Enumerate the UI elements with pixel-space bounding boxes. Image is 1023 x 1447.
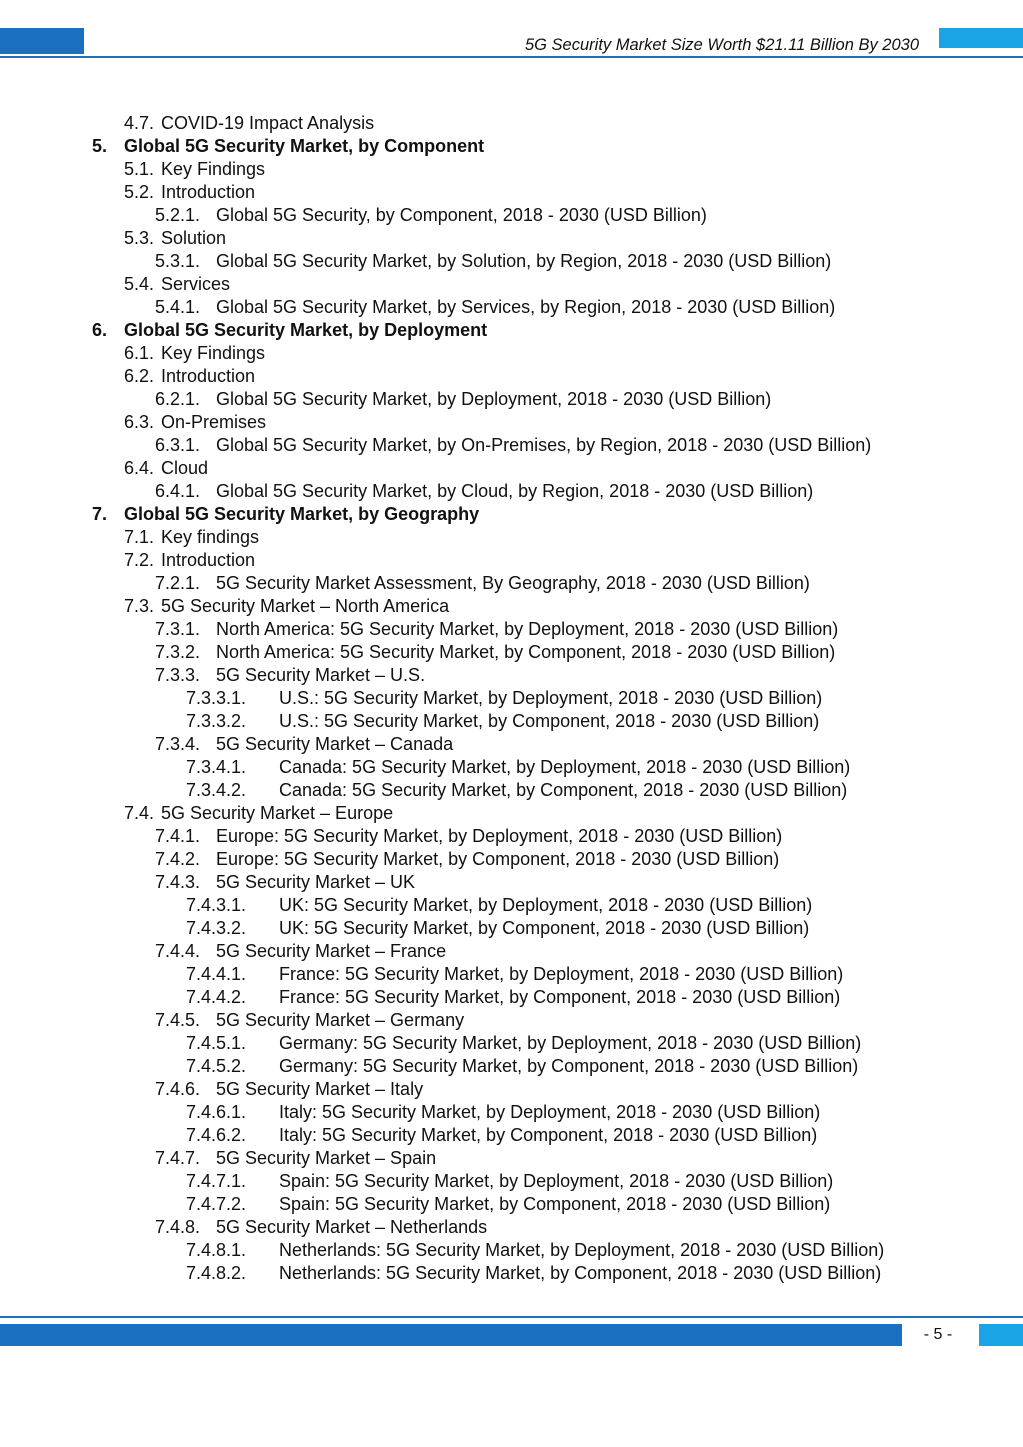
toc-entry-number: 7.2.1. [155, 573, 201, 593]
toc-entry-number: 7.4.7.1. [186, 1171, 247, 1191]
toc-entry-number: 5.4. [124, 274, 155, 294]
toc-entry-number: 6.3. [124, 412, 155, 432]
toc-entry [0, 434, 1023, 457]
toc-entry [0, 388, 1023, 411]
toc-entry-title: Italy: 5G Security Market, by Deployment, 2018 - 2030 (USD Billion) [279, 1102, 821, 1122]
toc-entry-number: 7.4.8. [155, 1217, 201, 1237]
toc-entry-number: 7.4.5.2. [186, 1056, 247, 1076]
toc-entry-number: 5.3. [124, 228, 155, 248]
toc-entry-title: 5G Security Market – U.S. [216, 665, 426, 685]
toc-entry-number: 7.4.7. [155, 1148, 201, 1168]
toc-entry [0, 802, 1023, 825]
toc-entry [0, 1193, 1023, 1216]
toc-entry-number: 7.4.8.2. [186, 1263, 247, 1283]
toc-entry [0, 411, 1023, 434]
toc-entry-number: 6.3.1. [155, 435, 201, 455]
toc-entry [0, 1078, 1023, 1101]
header-accent-left [0, 28, 84, 54]
toc-entry [0, 158, 1023, 181]
toc-entry-number: 7.3.3. [155, 665, 201, 685]
toc-entry-title: Canada: 5G Security Market, by Deployment, 2018 - 2030 (USD Billion) [279, 757, 851, 777]
toc-entry-number: 5.4.1. [155, 297, 201, 317]
toc-entry-title: 5G Security Market – France [216, 941, 447, 961]
toc-entry-number: 7.4. [124, 803, 155, 823]
toc-entry-title: Global 5G Security Market, by Deployment [124, 320, 488, 340]
toc-entry-title: Spain: 5G Security Market, by Deployment, 2018 - 2030 (USD Billion) [279, 1171, 834, 1191]
toc-entry-number: 5. [92, 136, 108, 156]
toc-entry [0, 319, 1023, 342]
toc-entry-title: 5G Security Market – Germany [216, 1010, 465, 1030]
toc-entry-title: UK: 5G Security Market, by Component, 2018 - 2030 (USD Billion) [279, 918, 810, 938]
toc-entry [0, 204, 1023, 227]
toc-entry [0, 940, 1023, 963]
header-rule [0, 56, 1023, 58]
toc-entry [0, 250, 1023, 273]
toc-entry [0, 710, 1023, 733]
toc-entry-title: Global 5G Security, by Component, 2018 - 2030 (USD Billion) [216, 205, 707, 225]
toc-entry-number: 7.3.4.2. [186, 780, 247, 800]
toc-entry-title: Europe: 5G Security Market, by Component, 2018 - 2030 (USD Billion) [216, 849, 780, 869]
toc-entry-title: U.S.: 5G Security Market, by Component, 2018 - 2030 (USD Billion) [279, 711, 820, 731]
toc-entry-title: Introduction [161, 182, 256, 202]
toc-entry [0, 664, 1023, 687]
toc-entry [0, 1101, 1023, 1124]
header-accent-right [939, 28, 1023, 48]
toc-entry-title: 5G Security Market – UK [216, 872, 416, 892]
toc-entry-number: 7.3.3.2. [186, 711, 247, 731]
toc-entry-title: North America: 5G Security Market, by Component, 2018 - 2030 (USD Billion) [216, 642, 836, 662]
toc-entry-number: 7.4.6.2. [186, 1125, 247, 1145]
toc-entry [0, 894, 1023, 917]
toc-entry-title: Germany: 5G Security Market, by Deployment, 2018 - 2030 (USD Billion) [279, 1033, 862, 1053]
toc-entry [0, 181, 1023, 204]
footer-bar [0, 1324, 902, 1346]
toc-entry [0, 503, 1023, 526]
toc-entry-number: 7.3.4.1. [186, 757, 247, 777]
toc-entry-number: 7.4.2. [155, 849, 201, 869]
toc-entry [0, 756, 1023, 779]
toc-entry-number: 7.3.2. [155, 642, 201, 662]
toc-entry-number: 7.4.1. [155, 826, 201, 846]
toc-entry [0, 595, 1023, 618]
toc-entry-title: Services [161, 274, 231, 294]
toc-entry-number: 7.4.4. [155, 941, 201, 961]
footer-accent-right [979, 1324, 1023, 1346]
toc-entry-title: 5G Security Market – Canada [216, 734, 454, 754]
toc-entry-title: Key Findings [161, 343, 266, 363]
toc-entry [0, 733, 1023, 756]
toc-entry-number: 7.3. [124, 596, 155, 616]
toc-entry-title: Netherlands: 5G Security Market, by Component, 2018 - 2030 (USD Billion) [279, 1263, 882, 1283]
toc-entry [0, 365, 1023, 388]
toc-entry-title: Introduction [161, 366, 256, 386]
toc-entry-number: 7.1. [124, 527, 155, 547]
toc-entry-title: Global 5G Security Market, by Cloud, by Region, 2018 - 2030 (USD Billion) [216, 481, 814, 501]
toc-entry [0, 963, 1023, 986]
toc-entry-title: Italy: 5G Security Market, by Component, 2018 - 2030 (USD Billion) [279, 1125, 818, 1145]
toc-entry-title: Introduction [161, 550, 256, 570]
toc-entry [0, 1262, 1023, 1285]
toc-entry-title: 5G Security Market – Europe [161, 803, 394, 823]
toc-entry-title: 5G Security Market – Netherlands [216, 1217, 488, 1237]
toc-entry-title: Germany: 5G Security Market, by Component, 2018 - 2030 (USD Billion) [279, 1056, 859, 1076]
toc-entry-number: 7.4.3.1. [186, 895, 247, 915]
toc-entry-number: 6.4. [124, 458, 155, 478]
toc-entry-title: France: 5G Security Market, by Deployment, 2018 - 2030 (USD Billion) [279, 964, 844, 984]
toc-entry [0, 296, 1023, 319]
toc-entry [0, 1032, 1023, 1055]
toc-entry-title: 5G Security Market – Italy [216, 1079, 424, 1099]
footer-rule [0, 1316, 1023, 1318]
toc-entry-number: 7.4.6. [155, 1079, 201, 1099]
toc-entry [0, 1170, 1023, 1193]
toc-entry-number: 5.2.1. [155, 205, 201, 225]
toc-entry [0, 1216, 1023, 1239]
toc-entry-number: 7.3.4. [155, 734, 201, 754]
toc-entry-title: Solution [161, 228, 227, 248]
toc-entry [0, 457, 1023, 480]
page-number: - 5 - [923, 1326, 953, 1343]
toc-entry [0, 112, 1023, 135]
toc-entry-title: Global 5G Security Market, by Component [124, 136, 485, 156]
toc-entry [0, 848, 1023, 871]
toc-entry-title: 5G Security Market Assessment, By Geography, 2018 - 2030 (USD Billion) [216, 573, 810, 593]
toc-entry [0, 135, 1023, 158]
toc-entry-title: COVID-19 Impact Analysis [161, 113, 375, 133]
toc-entry [0, 1124, 1023, 1147]
toc-entry-title: Global 5G Security Market, by Services, by Region, 2018 - 2030 (USD Billion) [216, 297, 836, 317]
toc-entry-number: 6.1. [124, 343, 155, 363]
toc-entry-title: France: 5G Security Market, by Component, 2018 - 2030 (USD Billion) [279, 987, 841, 1007]
toc-entry-title: Netherlands: 5G Security Market, by Deployment, 2018 - 2030 (USD Billion) [279, 1240, 885, 1260]
toc-entry [0, 526, 1023, 549]
toc-entry-number: 5.2. [124, 182, 155, 202]
toc-entry-title: Global 5G Security Market, by On-Premises, by Region, 2018 - 2030 (USD Billion) [216, 435, 872, 455]
toc-entry-number: 6.2.1. [155, 389, 201, 409]
toc-entry-number: 7.4.8.1. [186, 1240, 247, 1260]
toc-entry-number: 7. [92, 504, 108, 524]
toc-entry-title: Global 5G Security Market, by Geography [124, 504, 480, 524]
toc-entry-number: 6.4.1. [155, 481, 201, 501]
toc-entry-number: 7.4.7.2. [186, 1194, 247, 1214]
toc-entry [0, 618, 1023, 641]
toc-entry [0, 480, 1023, 503]
toc-entry-number: 7.4.4.2. [186, 987, 247, 1007]
toc-entry [0, 549, 1023, 572]
toc-entry-number: 7.4.6.1. [186, 1102, 247, 1122]
toc-entry-title: 5G Security Market – North America [161, 596, 450, 616]
toc-entry-title: Key findings [161, 527, 260, 547]
toc-entry-number: 7.3.1. [155, 619, 201, 639]
toc-entry-title: Global 5G Security Market, by Deployment, 2018 - 2030 (USD Billion) [216, 389, 772, 409]
toc-entry-number: 7.4.5. [155, 1010, 201, 1030]
toc-entry-number: 7.4.3. [155, 872, 201, 892]
toc-entry-number: 7.4.5.1. [186, 1033, 247, 1053]
toc-entry [0, 917, 1023, 940]
toc-entry [0, 871, 1023, 894]
toc-entry-number: 7.3.3.1. [186, 688, 247, 708]
toc-entry-title: North America: 5G Security Market, by Deployment, 2018 - 2030 (USD Billion) [216, 619, 839, 639]
toc-entry-number: 5.1. [124, 159, 155, 179]
toc-entry [0, 687, 1023, 710]
toc-entry-number: 7.4.3.2. [186, 918, 247, 938]
toc-entry-title: Global 5G Security Market, by Solution, by Region, 2018 - 2030 (USD Billion) [216, 251, 832, 271]
toc-entry-title: Spain: 5G Security Market, by Component, 2018 - 2030 (USD Billion) [279, 1194, 831, 1214]
toc-entry [0, 825, 1023, 848]
toc-entry-title: Key Findings [161, 159, 266, 179]
toc-entry-number: 7.2. [124, 550, 155, 570]
toc-entry [0, 227, 1023, 250]
toc-entry [0, 572, 1023, 595]
toc-entry-title: 5G Security Market – Spain [216, 1148, 437, 1168]
toc-entry [0, 986, 1023, 1009]
toc-entry [0, 641, 1023, 664]
toc-entry [0, 342, 1023, 365]
toc-entry-title: UK: 5G Security Market, by Deployment, 2018 - 2030 (USD Billion) [279, 895, 813, 915]
toc-entry-number: 7.4.4.1. [186, 964, 247, 984]
toc-entry-title: Canada: 5G Security Market, by Component, 2018 - 2030 (USD Billion) [279, 780, 848, 800]
toc-entry-number: 4.7. [124, 113, 155, 133]
toc-entry [0, 1239, 1023, 1262]
toc-entry [0, 1055, 1023, 1078]
toc-entry-number: 6. [92, 320, 108, 340]
toc-entry-number: 6.2. [124, 366, 155, 386]
toc-entry [0, 273, 1023, 296]
toc-entry [0, 1009, 1023, 1032]
toc-entry-number: 5.3.1. [155, 251, 201, 271]
toc-entry-title: On-Premises [161, 412, 267, 432]
toc-entry [0, 779, 1023, 802]
toc-entry-title: U.S.: 5G Security Market, by Deployment, 2018 - 2030 (USD Billion) [279, 688, 823, 708]
header-title: 5G Security Market Size Worth $21.11 Billion By 2030 [524, 36, 919, 54]
toc-entry-title: Cloud [161, 458, 209, 478]
table-of-contents [0, 112, 1023, 1285]
toc-entry [0, 1147, 1023, 1170]
toc-entry-title: Europe: 5G Security Market, by Deployment, 2018 - 2030 (USD Billion) [216, 826, 783, 846]
